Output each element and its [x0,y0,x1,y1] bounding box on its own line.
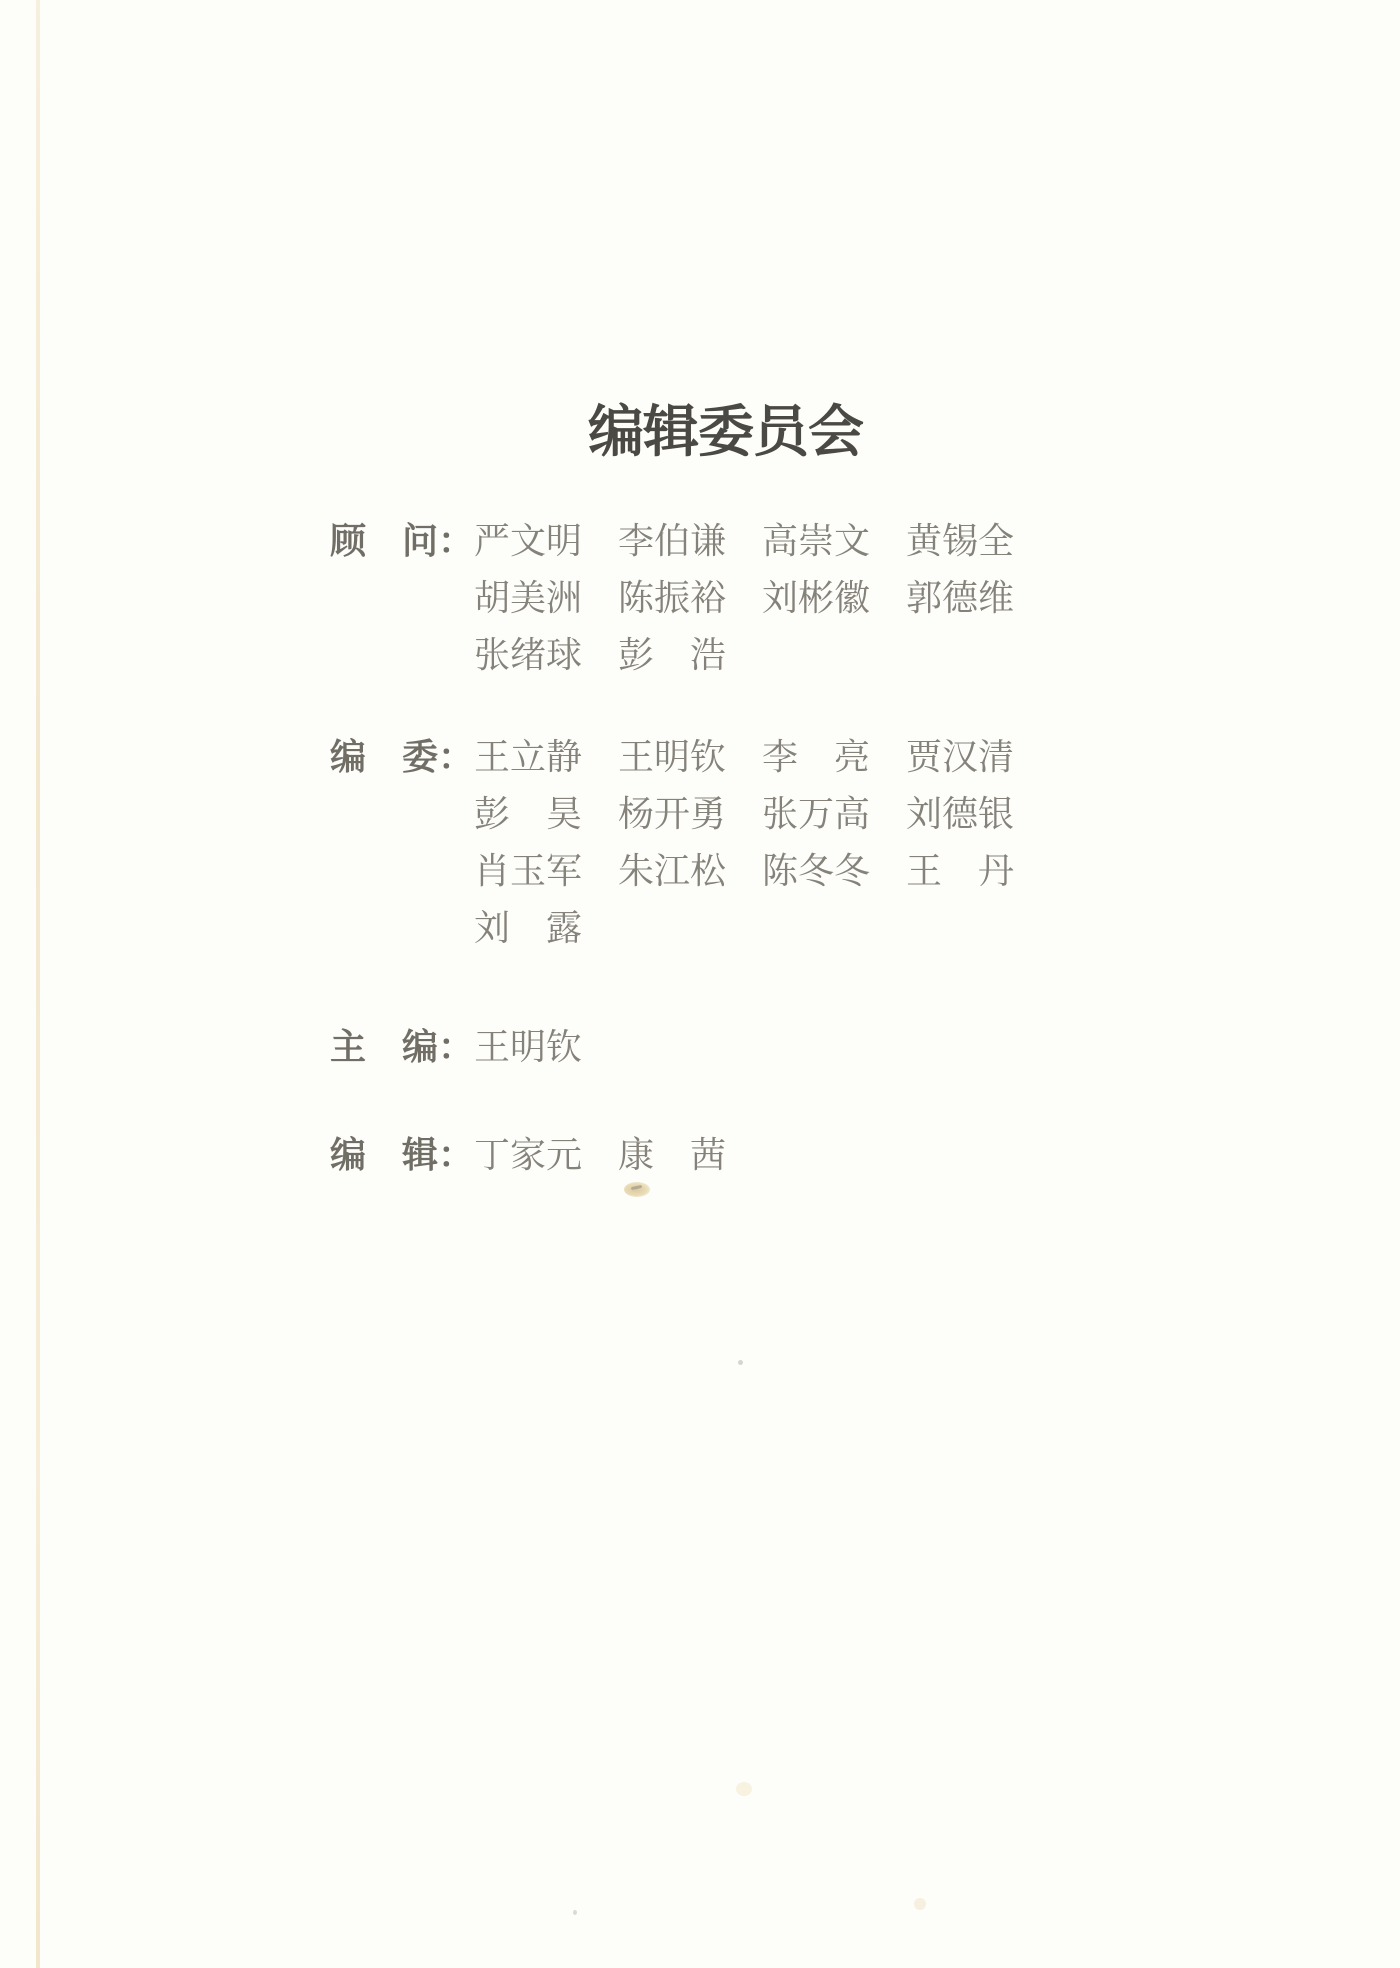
committee-member-name: 张万高 [762,794,871,834]
committee-member-name: 肖玉军 [474,851,583,891]
section-advisors [330,517,1014,688]
committee-member-name: 严文明 [474,521,583,561]
section-chief-editor [330,1023,1014,1080]
editors-label: 编 辑： [330,1135,475,1175]
advisors-name-list [474,517,1014,688]
committee-member-name: 彭 浩 [618,635,727,675]
section-editors [330,1131,1014,1188]
committee-member-name: 高崇文 [762,521,871,561]
section-editorial-board [330,733,1014,961]
committee-member-name: 陈冬冬 [762,851,871,891]
committee-member-name: 张绪球 [474,635,583,675]
page-title: 编辑委员会 [588,402,863,464]
editors-name-list [474,1131,1014,1188]
committee-member-name: 王明钦 [618,737,727,777]
committee-member-name: 王立静 [474,737,583,777]
chief-editor-label: 主 编： [330,1027,475,1067]
committee-member-name: 郭德维 [906,578,1015,618]
committee-member-name: 朱江松 [618,851,727,891]
page-crease-line [36,0,40,1968]
committee-member-name: 李 亮 [762,737,871,777]
committee-member-name: 贾汉清 [906,737,1015,777]
editorial-board-label: 编 委： [330,737,475,777]
committee-member-name: 黄锡全 [906,521,1015,561]
paper-speck [624,1182,650,1197]
chief-editor-name-list [474,1023,1014,1080]
committee-member-name: 康 茜 [618,1135,727,1175]
committee-member-name: 刘彬徽 [762,578,871,618]
committee-member-name: 杨开勇 [618,794,727,834]
advisors-label: 顾 问： [330,521,475,561]
committee-member-name: 王明钦 [474,1027,583,1067]
paper-speck [914,1898,926,1910]
committee-member-name: 李伯谦 [618,521,727,561]
committee-member-name: 陈振裕 [618,578,727,618]
paper-speck [736,1782,752,1796]
committee-member-name: 刘德银 [906,794,1015,834]
committee-member-name: 王 丹 [906,851,1015,891]
committee-member-name: 刘 露 [474,908,583,948]
committee-member-name: 胡美洲 [474,578,583,618]
editorial-board-name-list [474,733,1014,961]
paper-speck [573,1910,577,1915]
committee-member-name: 彭 昊 [474,794,583,834]
paper-speck [738,1360,743,1365]
committee-member-name: 丁家元 [474,1135,583,1175]
